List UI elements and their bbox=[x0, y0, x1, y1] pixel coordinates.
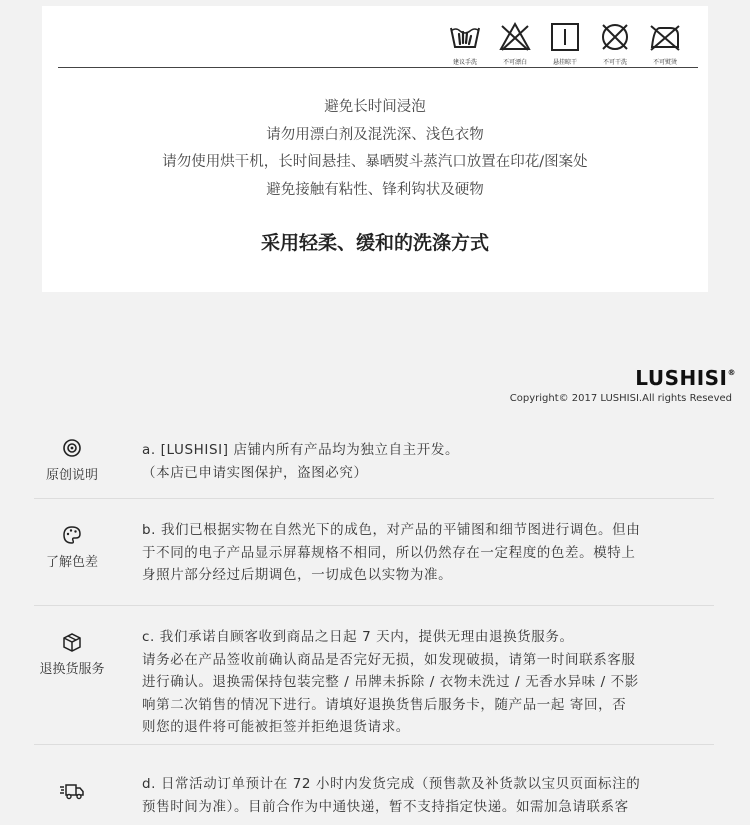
note-body bbox=[142, 745, 714, 818]
note-side bbox=[34, 632, 110, 677]
care-symbol-no-bleach bbox=[490, 20, 540, 66]
box-icon bbox=[62, 632, 82, 652]
note-line: 于不同的电子产品显示屏幕规格不相同，所以仍然存在一定程度的色差。模特上 bbox=[142, 544, 636, 561]
care-tip: 避免接触有粘性、锋利钩状及硬物 bbox=[266, 181, 484, 198]
note-line: a. [LUSHISI] 店铺内所有产品均为独立自主开发。 bbox=[142, 442, 460, 458]
note-color-difference bbox=[34, 499, 714, 606]
no-dry-clean-icon bbox=[598, 20, 632, 54]
note-shipping bbox=[34, 745, 714, 825]
care-caption: 建议手洗 bbox=[452, 59, 477, 66]
note-side bbox=[34, 525, 110, 570]
care-caption: 不可熨烫 bbox=[652, 59, 677, 66]
no-bleach-icon bbox=[498, 20, 532, 54]
note-side bbox=[34, 438, 110, 483]
care-instructions-card bbox=[42, 6, 708, 292]
note-body bbox=[142, 499, 714, 587]
note-line: 则您的退件将可能被拒签并拒绝退货请求。 bbox=[142, 719, 410, 735]
note-line: 响第二次销售的情况下进行。请填好退换货售后服务卡，随产品一起 寄回，否 bbox=[142, 696, 627, 713]
care-symbol-hang-dry bbox=[540, 20, 590, 66]
care-symbol-no-iron bbox=[640, 20, 690, 66]
note-title: 退换货服务 bbox=[39, 662, 105, 677]
palette-icon bbox=[62, 525, 82, 545]
care-caption: 不可干洗 bbox=[602, 59, 627, 66]
care-tip: 请勿使用烘干机，长时间悬挂、暴晒熨斗蒸汽口放置在印花/图案处 bbox=[162, 154, 588, 170]
care-tip: 请勿用漂白剂及混洗深、浅色衣物 bbox=[266, 126, 484, 143]
no-iron-icon bbox=[648, 20, 682, 54]
note-title: 了解色差 bbox=[45, 555, 98, 570]
hang-dry-icon bbox=[548, 20, 582, 54]
brand-name: LUSHISI bbox=[635, 366, 728, 390]
care-caption: 不可漂白 bbox=[502, 59, 527, 66]
care-tips bbox=[42, 94, 708, 204]
copyright-text: Copyright© 2017 LUSHISI.All rights Reseved bbox=[509, 393, 732, 404]
note-line: （本店已申请实图保护，盗图必究） bbox=[142, 464, 368, 481]
note-line: c. 我们承诺自顾客收到商品之日起 7 天内，提供无理由退换货服务。 bbox=[142, 629, 574, 645]
note-side bbox=[34, 781, 110, 807]
note-line: 请务必在产品签收前确认商品是否完好无损，如发现破损，请第一时间联系客服 bbox=[142, 651, 636, 668]
note-line: d. 日常活动订单预计在 72 小时内发货完成（预售款及补货款以宝贝页面标注的 bbox=[142, 776, 641, 792]
note-line: 进行确认。退换需保持包装完整 / 吊牌未拆除 / 衣物未洗过 / 无香水异味 / 不影 bbox=[142, 674, 639, 690]
registered-mark: ® bbox=[727, 368, 736, 378]
delivery-truck-icon bbox=[59, 781, 85, 801]
brand-logo bbox=[635, 366, 736, 390]
care-tip: 避免长时间浸泡 bbox=[324, 99, 426, 115]
divider bbox=[58, 67, 698, 68]
note-returns bbox=[34, 606, 714, 745]
note-body bbox=[142, 426, 714, 484]
care-emphasis: 采用轻柔、缓和的洗涤方式 bbox=[260, 232, 489, 254]
care-symbols bbox=[440, 20, 690, 66]
care-symbol-no-dry-clean bbox=[590, 20, 640, 66]
store-notes bbox=[34, 426, 714, 825]
note-line: 预售时间为准）。目前合作为中通快递，暂不支持指定快递。如需加急请联系客 bbox=[142, 798, 629, 815]
hand-wash-icon bbox=[448, 20, 482, 54]
note-line: b. 我们已根据实物在自然光下的成色，对产品的平铺图和细节图进行调色。但由 bbox=[142, 522, 641, 538]
care-symbol-hand-wash bbox=[440, 20, 490, 66]
note-original bbox=[34, 426, 714, 499]
note-body bbox=[142, 606, 714, 739]
note-title: 原创说明 bbox=[45, 468, 98, 483]
note-line: 身照片部分经过后期调色，一切成色以实物为准。 bbox=[142, 567, 453, 583]
original-icon bbox=[62, 438, 82, 458]
care-caption: 悬挂晾干 bbox=[552, 59, 577, 66]
